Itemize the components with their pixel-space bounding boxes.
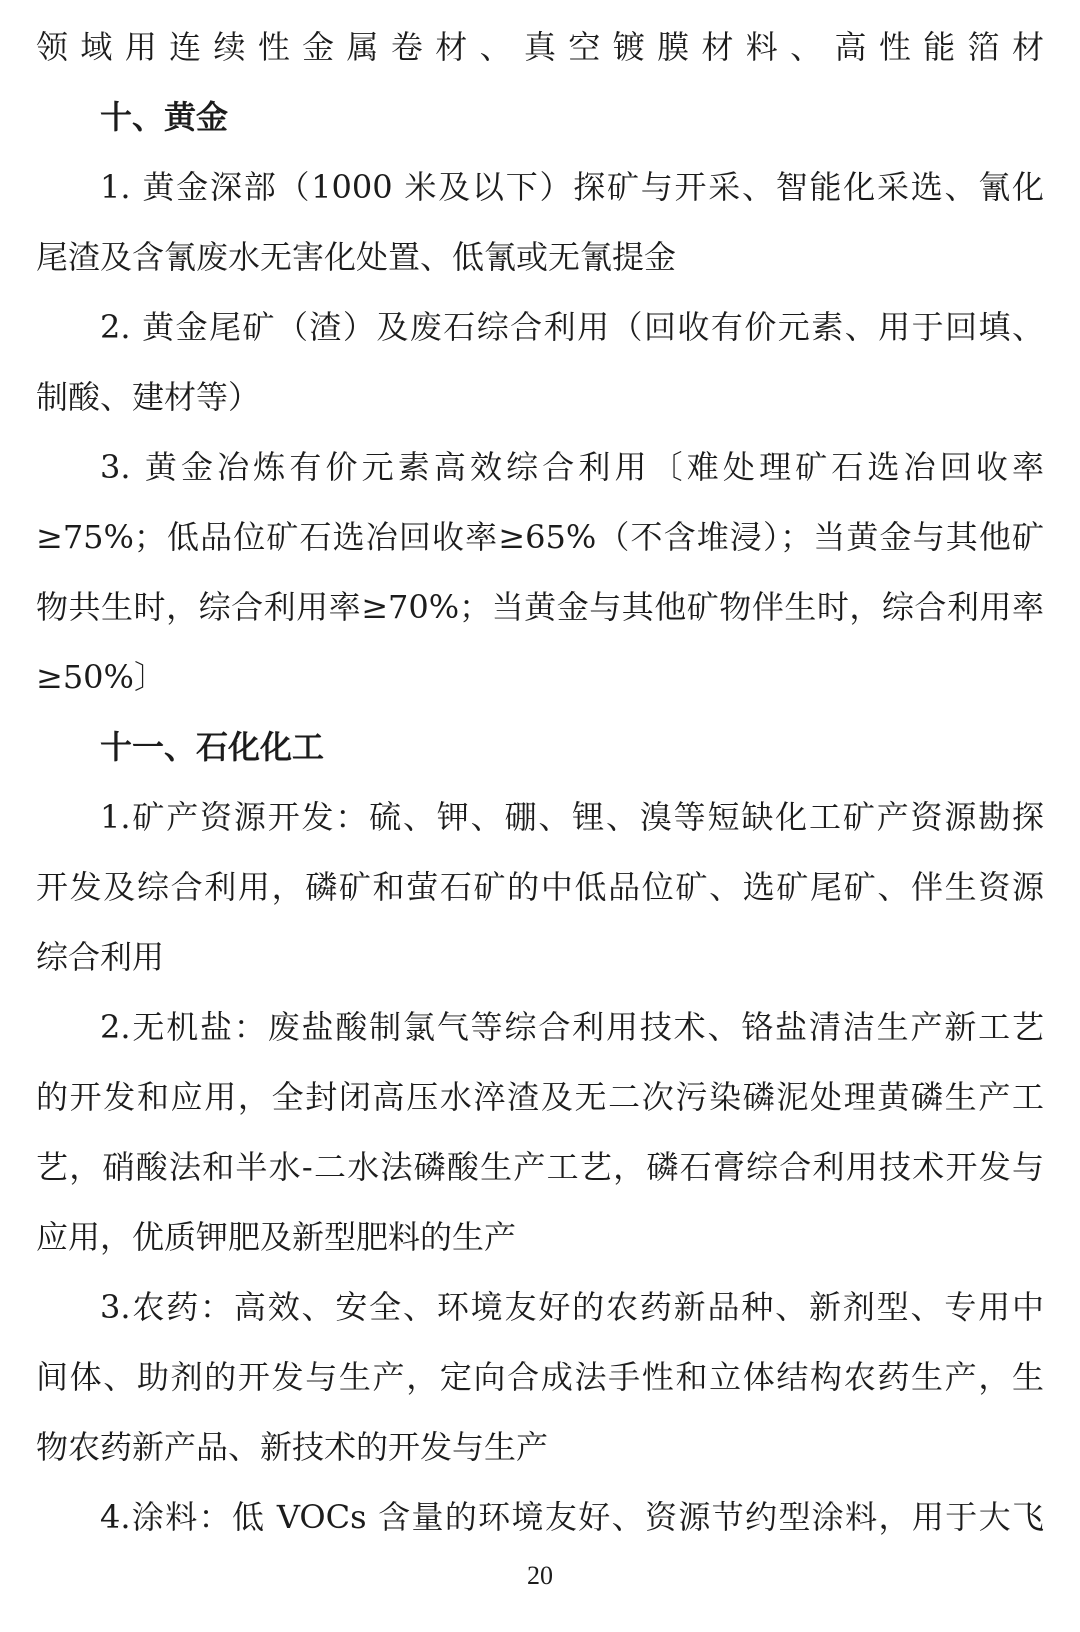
text-line: 3. 黄金冶炼有价元素高效综合利用〔难处理矿石选冶回收率 bbox=[100, 448, 1044, 486]
text-line: ≥50%〕 bbox=[36, 658, 166, 696]
text-line: 艺，硝酸法和半水-二水法磷酸生产工艺，磷石膏综合利用技术开发与 bbox=[36, 1148, 1044, 1186]
text-line: 2. 黄金尾矿（渣）及废石综合利用（回收有价元素、用于回填、 bbox=[100, 308, 1044, 346]
document-body bbox=[36, 12, 1044, 1552]
text-line: 综合利用 bbox=[36, 938, 165, 976]
text-line: 物农药新产品、新技术的开发与生产 bbox=[36, 1428, 549, 1466]
text-line: 1.矿产资源开发：硫、钾、硼、锂、溴等短缺化工矿产资源勘探 bbox=[100, 798, 1044, 836]
text-line: 领域用连续性金属卷材、真空镀膜材料、高性能箔材 bbox=[36, 28, 1044, 66]
section-heading: 十、黄金 bbox=[100, 98, 229, 136]
text-line: 应用，优质钾肥及新型肥料的生产 bbox=[36, 1218, 517, 1256]
text-line: 尾渣及含氰废水无害化处置、低氰或无氰提金 bbox=[36, 238, 677, 276]
text-line: 2.无机盐：废盐酸制氯气等综合利用技术、铬盐清洁生产新工艺 bbox=[100, 1008, 1044, 1046]
text-line: 开发及综合利用，磷矿和萤石矿的中低品位矿、选矿尾矿、伴生资源 bbox=[36, 868, 1044, 906]
text-line: ≥75%；低品位矿石选冶回收率≥65%（不含堆浸）；当黄金与其他矿 bbox=[36, 518, 1044, 556]
text-line: 4.涂料：低 VOCs 含量的环境友好、资源节约型涂料，用于大飞 bbox=[100, 1498, 1044, 1536]
text-line: 物共生时，综合利用率≥70%；当黄金与其他矿物伴生时，综合利用率 bbox=[36, 588, 1044, 626]
text-line: 3.农药：高效、安全、环境友好的农药新品种、新剂型、专用中 bbox=[100, 1288, 1044, 1326]
text-line: 的开发和应用，全封闭高压水淬渣及无二次污染磷泥处理黄磷生产工 bbox=[36, 1078, 1044, 1116]
text-line: 制酸、建材等） bbox=[36, 378, 261, 416]
text-line: 1. 黄金深部（1000 米及以下）探矿与开采、智能化采选、氰化 bbox=[100, 168, 1044, 206]
page-number: 20 bbox=[527, 1561, 553, 1590]
text-line: 间体、助剂的开发与生产，定向合成法手性和立体结构农药生产，生 bbox=[36, 1358, 1044, 1396]
section-heading: 十一、石化化工 bbox=[100, 728, 325, 766]
